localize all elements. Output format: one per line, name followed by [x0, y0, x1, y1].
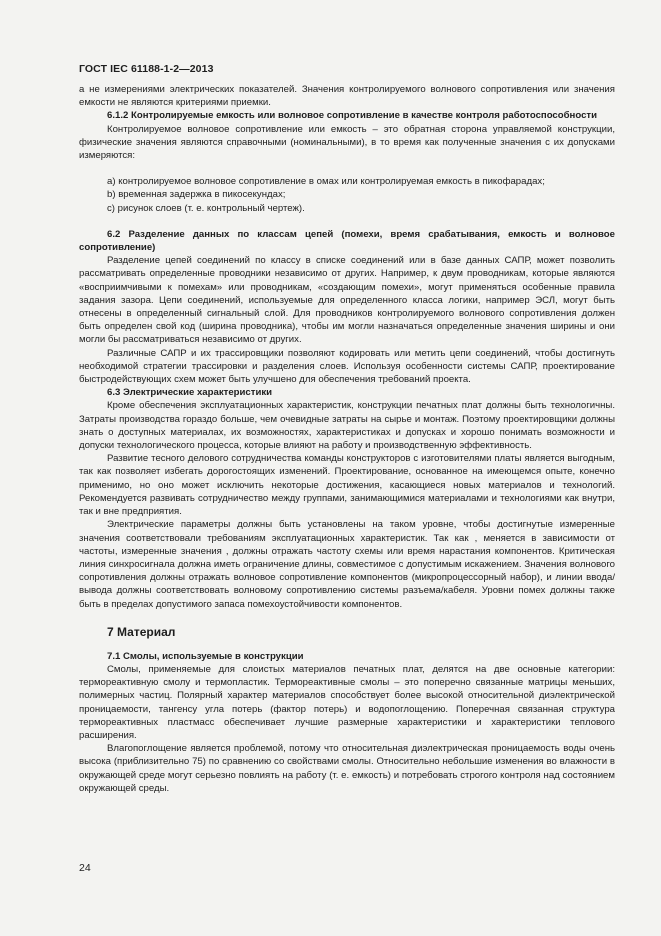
spacer [79, 640, 615, 650]
list-item-a: а) контролируемое волновое сопротивление в омах или контролируемая емкость в пикофарадах; [107, 176, 545, 188]
heading-7: 7 Материал [107, 624, 176, 639]
paragraph-6-2-b: Различные САПР и их трассировщики позволяют кодировать или метить цепи соединений, чтобы достигнуть необходимой стратегии трассировки и разделения слоев. Используя особенности системы САПР, проектирование быстродействующих схем может быть улучшено для обеспечения требований проекта. [79, 347, 615, 386]
paragraph-7-1-a: Смолы, применяемые для слоистых материалов печатных плат, делятся на две основные категории: термореактивную смолу и термопластик. Термореактивные смолы – это поперечно связанные матрицы меньших, полимерных частиц. Полярный характер материалов способствует более высокой относительной диэлектрической проницаемости, тангенсу угла потерь (фактор потерь) и водопоглощению. Поперечная связанная структура термореактивных пластмасс обеспечивает лучшие размерные характеристики и характеристики теплового расширения. [79, 663, 615, 741]
paragraph-6-3-c: Электрические параметры должны быть установлены на таком уровне, чтобы достигнутые измеренные значения соответствовали требованиям эксплуатационных характеристик. Так как , меняется в зависимости от частоты, измеренные значения , должны отражать частоту схемы или время нарастания компонентов. Критическая линия синхросигнала должна иметь ограничение длины, совместимое с допустимым искажением. Значения волнового сопротивления должны отражать волновое сопротивление компонентов (микропроцессорный набор), и линии ввода/вывода должны соответствовать волновому сопротивлению системы разъема/кабеля. Уровни помех должны также быть в пределах допустимого запаса помехоустойчивости компонентов. [79, 519, 615, 610]
standard-header: ГОСТ IEC 61188-1-2—2013 [79, 63, 214, 75]
intro-paragraph: а не измерениями электрических показателей. Значения контролируемого волнового сопротивления или значения емкости не являются критериями приемки. [79, 84, 615, 109]
heading-7-1: 7.1 Смолы, используемые в конструкции [107, 650, 304, 662]
paragraph-6-1-2: Контролируемое волновое сопротивление или емкость – это обратная сторона управляемой конструкции, физические значения являются справочными (номинальными), в то время как полученные значения с их допусками измеряются: [79, 123, 615, 162]
spacer [79, 215, 615, 228]
paragraph-6-3-a: Кроме обеспечения эксплуатационных характеристик, конструкции печатных плат должны быть технологичны. Затраты производства гораздо больше, чем очевидные затраты на сырье и монтаж. Поэтому проектировщики должны знать о доступных материалах, их возможностях, характеристиках и допусках и хорошо понимать возможности и допуски технологического процесса, которые влияют на работу и производственную эффективность. [79, 400, 615, 452]
spacer [79, 162, 615, 175]
list-item-c: c) рисунок слоев (т. е. контрольный чертеж). [107, 202, 305, 214]
document-body [79, 83, 615, 795]
heading-6-1-2: 6.1.2 Контролируемые емкость или волновое сопротивление в качестве контроля работоспособности [107, 110, 598, 122]
spacer [79, 611, 615, 624]
heading-6-3: 6.3 Электрические характеристики [107, 387, 273, 399]
paragraph-7-1-b: Влагопоглощение является проблемой, потому что относительная диэлектрическая проницаемость воды очень высока (приблизительно 75) по сравнению со свойствами смолы. Относительно небольшие изменения во влажности в окружающей среде могут серьезно повлиять на работу (т. е. емкость) и потребовать строгого контроля над состоянием окружающей среды. [79, 743, 615, 794]
page-number: 24 [79, 862, 91, 874]
heading-6-2: 6.2 Разделение данных по классам цепей (помехи, время срабатывания, емкость и волновое сопротивление) [79, 228, 615, 254]
paragraph-6-2-a: Разделение цепей соединений по классу в списке соединений или в базе данных САПР, может позволить рассматривать определенные проводники независимо от других. Например, к двум проводникам, которые являются «восприимчивыми к помехам» или проводникам, «создающим помехи», могут применяться особенные правила задания зазора. Цепи соединений, используемые для определенного класса логики, например ЭСЛ, могут быть отнесены в определенный сигнальный слой. Для проводников контролируемого волнового сопротивления должен быть определен свой код (ширина проводника), чтобы им могли назначаться определенные значения ширины и они могли бы рассматриваться независимо от других. [79, 255, 615, 346]
list-item-b: b) временная задержка в пикосекундах; [107, 189, 286, 201]
paragraph-6-3-b: Развитие тесного делового сотрудничества команды конструкторов с изготовителями платы является выгодным, так как позволяет избегать дорогостоящих изменений. Проектирование, основанное на имеющемся опыте, конечно применимо, но оно может исключить некоторые достижения, касающиеся новых материалов и технологий. Рекомендуется развивать сотрудничество между группами, занимающимися материалами и технологиями как внутри, так и вне предприятия. [79, 453, 615, 518]
